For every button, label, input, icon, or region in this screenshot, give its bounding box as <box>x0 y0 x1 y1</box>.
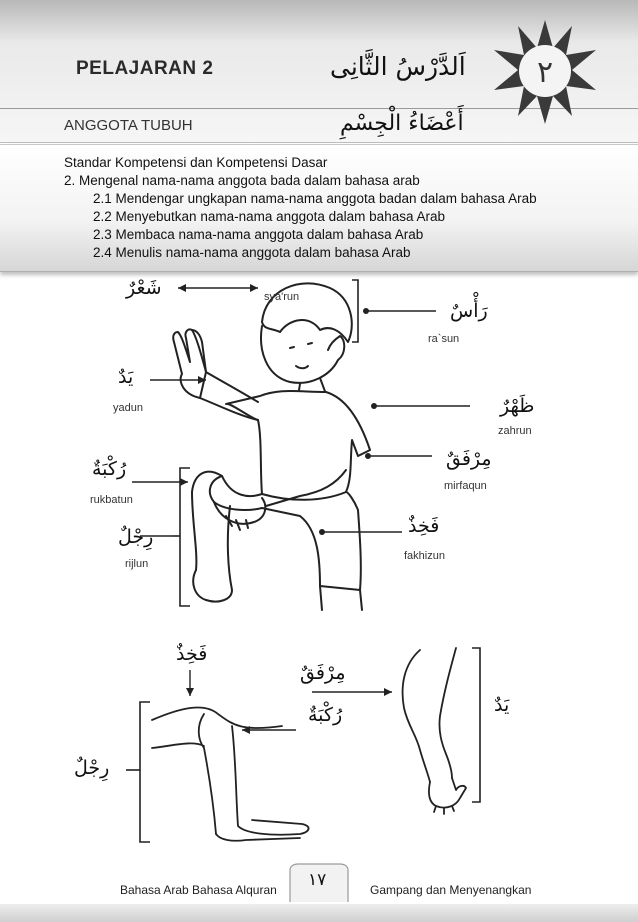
label2-hand-arabic: يَدٌ <box>494 694 510 716</box>
arabic-subtitle: أَعْضَاءُ الْجِسْمِ <box>340 111 464 136</box>
label-hand-arabic: يَدٌ <box>118 366 134 388</box>
footer-right-text: Gampang dan Menyenangkan <box>370 883 532 897</box>
lesson-title: PELAJARAN 2 <box>76 58 214 79</box>
competence-box <box>0 144 638 272</box>
arabic-title: اَلدَّرْسُ الثَّانِى <box>330 52 466 81</box>
competence-heading: Standar Kompetensi dan Kompetensi Dasar <box>64 155 328 170</box>
label-hair-arabic: شَعْرٌ <box>126 277 162 299</box>
label2-thigh-arabic: فَخِذٌ <box>176 643 208 665</box>
lesson-subtitle: ANGGOTA TUBUH <box>64 117 193 134</box>
label-back-latin: zahrun <box>498 425 532 437</box>
label-knee-latin: rukbatun <box>90 494 133 506</box>
footer-left-text: Bahasa Arab Bahasa Alquran <box>120 883 277 897</box>
label2-elbow-arabic: مِرْفَقٌ <box>300 662 346 684</box>
label-head-arabic: رَأْسٌ <box>450 300 488 322</box>
label-head-latin: ra`sun <box>428 333 460 345</box>
page-number: ١٧ <box>308 870 327 890</box>
label-back-arabic: ظَهْرٌ <box>500 395 535 417</box>
competence-sub-item: 2.4 Menulis nama-nama anggota dalam bahasa Arab <box>93 245 411 260</box>
label-hand-latin: yadun <box>113 402 143 414</box>
star-number: ٢ <box>536 55 554 90</box>
label-knee-arabic: رُكْبَةٌ <box>92 458 127 480</box>
boy-illustration <box>0 270 638 615</box>
competence-sub-item: 2.3 Membaca nama-nama anggota dalam bahasa Arab <box>93 227 424 242</box>
competence-sub-item: 2.1 Mendengar ungkapan nama-nama anggota badan dalam bahasa Arab <box>93 191 537 206</box>
footer-bar <box>0 904 638 922</box>
label-elbow-latin: mirfaqun <box>444 480 487 492</box>
label-leg-latin: rijlun <box>125 558 149 570</box>
label2-leg-arabic: رِجْلٌ <box>74 757 110 779</box>
label2-knee-arabic: رُكْبَةٌ <box>308 704 343 726</box>
star-badge <box>490 18 600 128</box>
competence-sub-item: 2.2 Menyebutkan nama-nama anggota dalam bahasa Arab <box>93 209 445 224</box>
label-hair-latin: sya'run <box>264 291 300 303</box>
label-thigh-arabic: فَخِذٌ <box>408 515 440 537</box>
label-thigh-latin: fakhizun <box>404 550 445 562</box>
label-leg-arabic: رِجْلٌ <box>118 526 154 548</box>
label-elbow-arabic: مِرْفَقٌ <box>446 448 492 470</box>
competence-item: 2. Mengenal nama-nama anggota bada dalam bahasa arab <box>64 173 420 188</box>
